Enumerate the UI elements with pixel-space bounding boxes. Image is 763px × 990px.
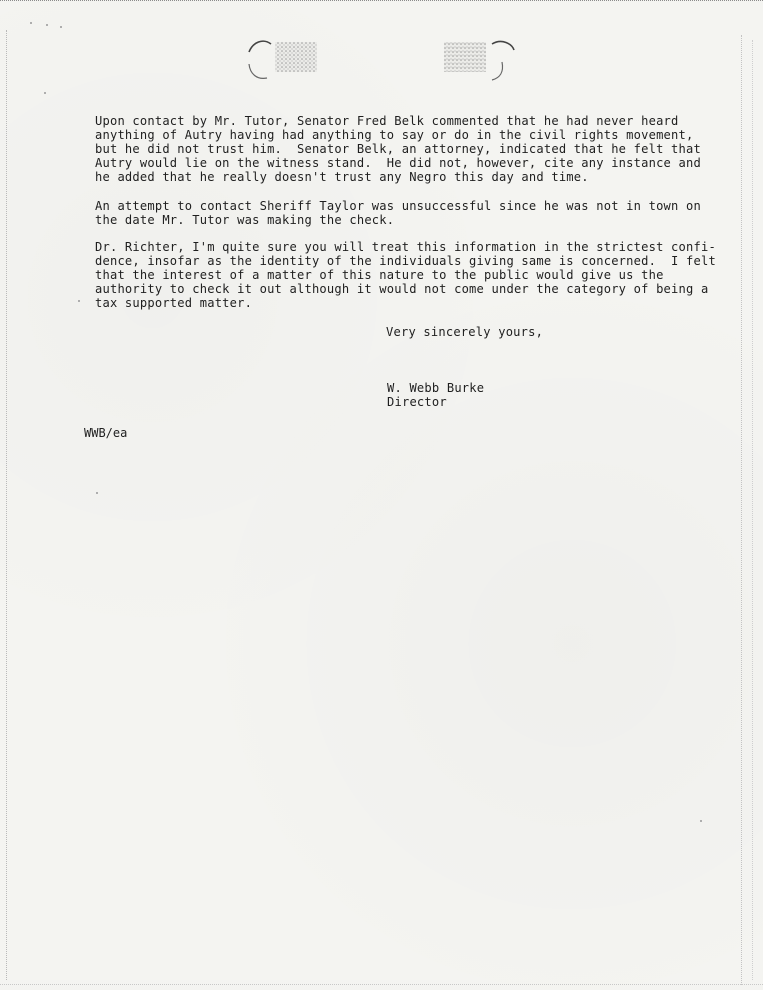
redaction-mark-left	[245, 34, 325, 84]
signer-title: Director	[387, 395, 447, 409]
scan-speck	[96, 492, 98, 494]
paragraph-1-line-2: anything of Autry having had anything to say or do in the civil rights movement,	[95, 128, 694, 142]
paragraph-1-line-5: he added that he really doesn't trust any Negro this day and time.	[95, 170, 589, 184]
paragraph-1-line-3: but he did not trust him. Senator Belk, an attorney, indicated that he felt that	[95, 142, 701, 156]
scan-speck	[700, 820, 702, 822]
signer-name: W. Webb Burke	[387, 381, 485, 395]
paragraph-1-line-1: Upon contact by Mr. Tutor, Senator Fred Belk commented that he had never heard	[95, 114, 679, 128]
paragraph-3-line-3: that the interest of a matter of this nature to the public would give us the	[95, 268, 664, 282]
paragraph-3-line-1: Dr. Richter, I'm quite sure you will treat this information in the strictest confi-	[95, 240, 716, 254]
paragraph-3-line-4: authority to check it out although it would not come under the category of being a	[95, 282, 709, 296]
paragraph-2-line-1: An attempt to contact Sheriff Taylor was unsuccessful since he was not in town on	[95, 199, 701, 213]
paragraph-3-line-5: tax supported matter.	[95, 296, 253, 310]
top-edge-dotted-border	[0, 0, 763, 1]
closing: Very sincerely yours,	[386, 325, 544, 339]
reference-initials: WWB/ea	[84, 426, 128, 440]
left-edge-scan-artifact	[6, 30, 7, 980]
right-edge-scan-artifact	[741, 35, 742, 985]
scan-speck	[30, 22, 32, 24]
scan-speck	[60, 26, 62, 28]
paragraph-3-line-2: dence, insofar as the identity of the individuals giving same is concerned. I felt	[95, 254, 716, 268]
scan-speck	[78, 300, 80, 302]
paragraph-1-line-4: Autry would lie on the witness stand. He did not, however, cite any instance and	[95, 156, 701, 170]
bottom-edge-scan-artifact	[0, 984, 763, 985]
right-edge-scan-artifact-secondary	[752, 40, 753, 980]
redaction-mark-right	[440, 34, 520, 84]
scan-speck	[46, 24, 48, 26]
scan-speck	[44, 92, 46, 94]
paragraph-2-line-2: the date Mr. Tutor was making the check.	[95, 213, 395, 227]
